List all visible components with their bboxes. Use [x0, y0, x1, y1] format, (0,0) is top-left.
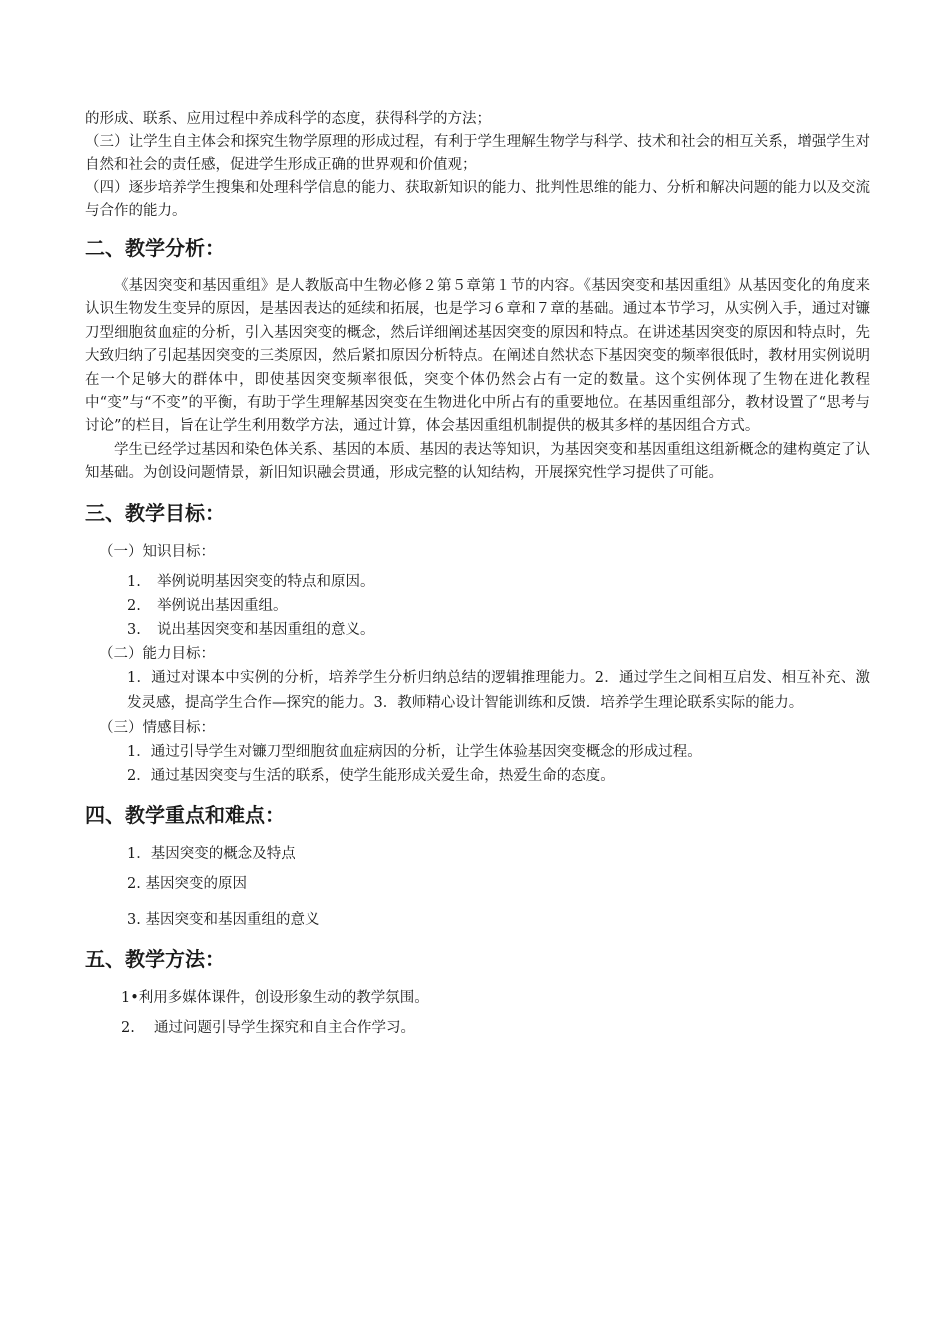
list-number: 3. — [127, 621, 141, 638]
ability-objectives-text: 1．通过对课本中实例的分析，培养学生分析归纳总结的逻辑推理能力。2．通过学生之间相互启发、相互补充、激发灵感，提高学生合作—探究的能力。3．教师精心设计智能训练和反馈．培养学生理论联系实际的能力。 — [127, 669, 870, 711]
key-point-item: 2. 基因突变的原因 — [127, 875, 247, 892]
intro-continuation: 的形成、联系、应用过程中养成科学的态度，获得科学的方法； — [85, 111, 491, 127]
section-heading-objectives: 三、教学目标： — [85, 500, 225, 525]
key-point-item: 1．基因突变的概念及特点 — [127, 845, 296, 862]
method-item: 2. 通过问题引导学生探究和自主合作学习。 — [121, 1019, 415, 1036]
knowledge-item — [127, 570, 870, 594]
ability-objectives-title: （二）能力目标： — [99, 645, 215, 662]
knowledge-item — [127, 618, 870, 642]
emotion-item: 1．通过引导学生对镰刀型细胞贫血症病因的分析，让学生体验基因突变概念的形成过程。 — [127, 743, 702, 760]
intro-item-3: （三）让学生自主体会和探究生物学原理的形成过程，有利于学生理解生物学与科学、技术和社会的相互关系，增强学生对自然和社会的责任感，促进学生形成正确的世界观和价值观； — [85, 134, 870, 173]
emotion-objectives-title: （三）情感目标： — [99, 719, 215, 736]
list-text: 说出基因突变和基因重组的意义。 — [157, 621, 375, 638]
knowledge-item — [127, 594, 870, 618]
list-number: 2. — [127, 597, 141, 614]
list-number: 1. — [127, 573, 141, 590]
section-heading-analysis: 二、教学分析： — [85, 236, 225, 260]
document-page — [85, 108, 870, 1040]
list-text: 举例说明基因突变的特点和原因。 — [157, 573, 375, 590]
analysis-paragraph-1: 《基因突变和基因重组》是人教版高中生物必修２第５章第１节的内容。《基因突变和基因重组》从基因变化的角度来认识生物发生变异的原因，是基因表达的延续和拓展，也是学习６章和７章的基础。通过本节学习，从实例入手，通过对镰刀型细胞贫血症的分析，引入基因突变的概念，然后详细阐述基因突变的原因和特点。在讲述基因突变的原因和特点时，先大致归纳了引起基因突变的三类原因，然后紧扣原因分析特点。在阐述自然状态下基因突变的频率很低时，教材用实例说明在一个足够大的群体中，即使基因突变频率很低，突变个体仍然会占有一定的数量。这个实例体现了生物在进化教程中“变”与“不变”的平衡，有助于学生理解基因突变在生物进化中所占有的重要地位。在基因重组部分，教材设置了“思考与讨论”的栏目，旨在让学生利用数学方法，通过计算，体会基因重组机制提供的极其多样的基因组合方式。 — [85, 278, 870, 435]
analysis-paragraph-2: 学生已经学过基因和染色体关系、基因的本质、基因的表达等知识，为基因突变和基因重组这组新概念的建构奠定了认知基础。为创设问题情景，新旧知识融会贯通，形成完整的认知结构，开展探究性学习提供了可能。 — [85, 441, 870, 482]
section-heading-methods: 五、教学方法： — [85, 946, 225, 971]
method-item: 1•利用多媒体课件，创设形象生动的教学氛围。 — [121, 989, 429, 1006]
intro-item-4: （四）逐步培养学生搜集和处理科学信息的能力、获取新知识的能力、批判性思维的能力、分析和解决问题的能力以及交流与合作的能力。 — [85, 180, 870, 219]
key-point-item: 3. 基因突变和基因重组的意义 — [127, 911, 320, 928]
knowledge-objectives-title: （一）知识目标： — [99, 543, 215, 560]
list-text: 举例说出基因重组。 — [157, 597, 288, 614]
emotion-item: 2．通过基因突变与生活的联系，使学生能形成关爱生命，热爱生命的态度。 — [127, 767, 615, 784]
section-heading-key-points: 四、教学重点和难点： — [85, 802, 285, 827]
